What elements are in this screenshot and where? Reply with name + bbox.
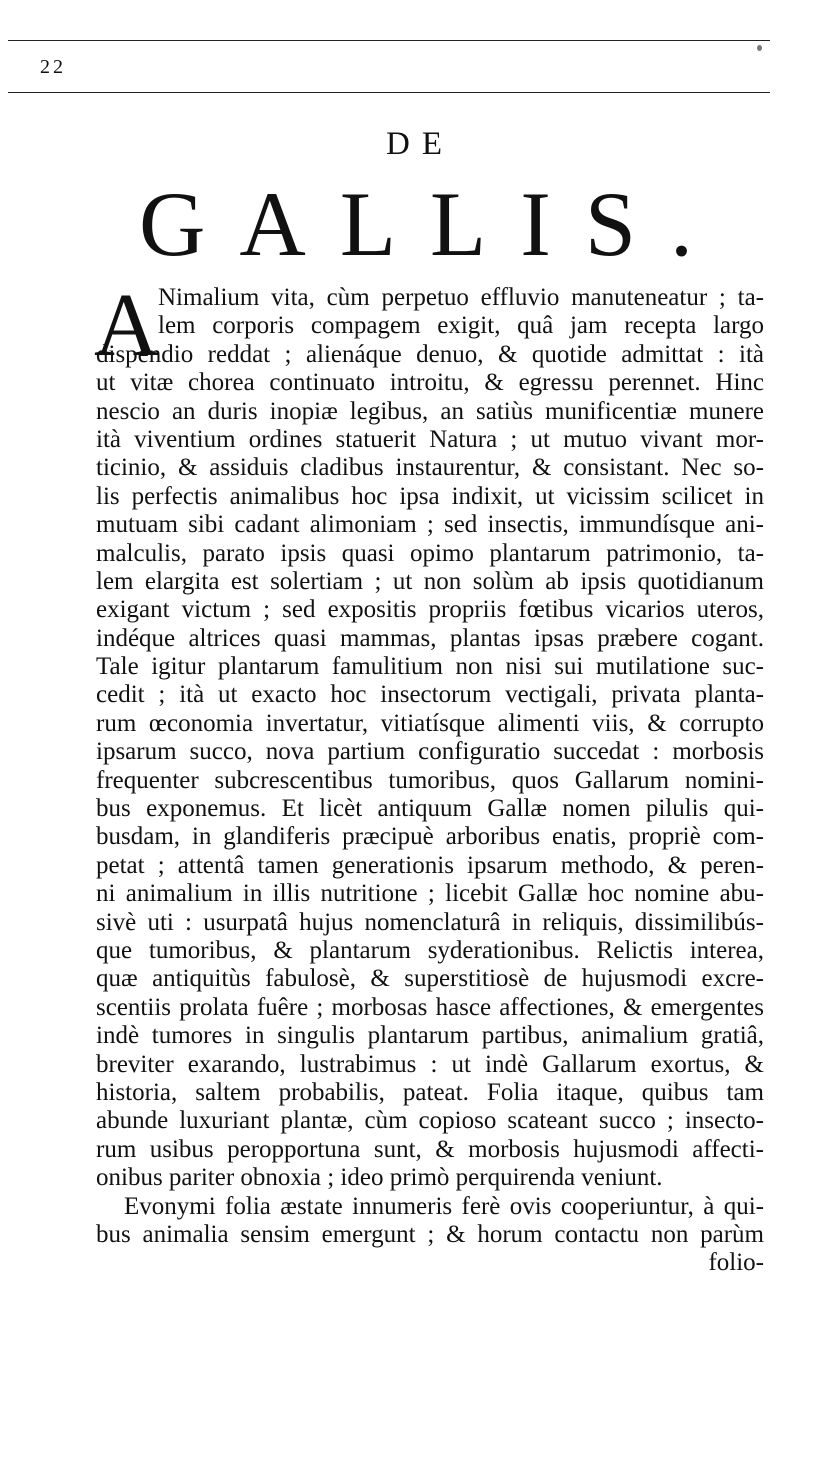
page-number: 22 <box>40 56 66 78</box>
text-line: petat ; attentâ tamen generationis ipsarum methodo, & peren- <box>96 851 764 879</box>
text-line: indéque altrices quasi mammas, plantas ipsas præbere cogant. <box>96 624 764 652</box>
text-line: lem corporis compagem exigit, quâ jam recepta largo <box>158 312 764 340</box>
title-preposition: DE <box>386 126 454 162</box>
text-line: historia, saltem probabilis, pateat. Folia itaque, quibus tam <box>96 1078 764 1106</box>
text-line: ticinio, & assiduis cladibus instaurentur, & consistant. Nec so- <box>96 454 764 482</box>
text-line: frequenter subcrescentibus tumoribus, quos Gallarum nomini- <box>96 766 764 794</box>
drop-cap: A <box>94 276 159 375</box>
text-line: onibus pariter obnoxia ; ideo primò perquirenda veniunt. <box>96 1164 663 1192</box>
text-line: bus animalia sensim emergunt ; & horum contactu non parùm <box>96 1220 764 1248</box>
text-line: lis perfectis animalibus hoc ipsa indixit, ut vicissim scilicet in <box>96 482 764 510</box>
text-line: quæ antiquitùs fabulosè, & superstitiosè de hujusmodi excre- <box>96 965 764 993</box>
text-line: bus exponemus. Et licèt antiquum Gallæ nomen pilulis qui- <box>96 795 764 823</box>
text-line: ipsarum succo, nova partium configuratio succedat : morbosis <box>96 738 764 766</box>
text-line: mutuam sibi cadant alimoniam ; sed insectis, immundísque ani- <box>96 511 764 539</box>
text-line: indè tumores in singulis plantarum partibus, animalium gratiâ, <box>96 1022 764 1050</box>
text-line: abunde luxuriant plantæ, cùm copioso scateant succo ; insecto- <box>96 1107 764 1135</box>
text-line: sivè uti : usurpatâ hujus nomenclaturâ in reliquis, dissimilibús- <box>96 908 764 936</box>
text-line: Tale igitur plantarum famulitium non nisi sui mutilatione suc- <box>96 653 764 681</box>
text-line: ut vitæ chorea continuato introitu, & egressu perennet. Hinc <box>96 369 764 397</box>
text-line: malculis, parato ipsis quasi opimo plantarum patrimonio, ta- <box>96 539 764 567</box>
text-line: dispendio reddat ; alienáque denuo, & quotide admittat : ità <box>96 340 764 368</box>
text-line: rum œconomia invertatur, vitiatísque alimenti viis, & corrupto <box>96 709 764 737</box>
text-line: ità viventium ordines statuerit Natura ; ut mutuo vivant mor- <box>96 425 764 453</box>
ink-speck <box>757 45 762 51</box>
header-rule-bottom <box>8 92 770 93</box>
text-line: Evonymi folia æstate innumeris ferè ovis cooperiuntur, à qui- <box>124 1192 764 1220</box>
chapter-title: GALLIS. <box>138 173 728 275</box>
text-line: rum usibus peropportuna sunt, & morbosis hujusmodi affecti- <box>96 1135 764 1163</box>
text-line: exigant victum ; sed expositis propriis fœtibus vicarios uteros, <box>96 596 764 624</box>
text-line: scentiis prolata fuêre ; morbosas hasce affectiones, & emergentes <box>96 993 764 1021</box>
header-rule-top <box>8 40 770 41</box>
text-line: ni animalium in illis nutritione ; licebit Gallæ hoc nomine abu- <box>96 880 764 908</box>
text-line: que tumoribus, & plantarum syderationibus. Relictis interea, <box>96 936 764 964</box>
text-line: Nimalium vita, cùm perpetuo effluvio manuteneatur ; ta- <box>158 284 764 311</box>
text-line: nescio an duris inopiæ legibus, an satiùs munificentiæ munere <box>96 397 764 425</box>
text-line: cedit ; ità ut exacto hoc insectorum vectigali, privata planta- <box>96 681 764 709</box>
catchword: folio- <box>708 1249 764 1277</box>
text-line: lem elargita est solertiam ; ut non solùm ab ipsis quotidianum <box>96 567 764 595</box>
text-line: breviter exarando, lustrabimus : ut indè Gallarum exortus, & <box>96 1050 764 1078</box>
body-text <box>94 276 764 1278</box>
text-line: busdam, in glandiferis præcipuè arboribus enatis, propriè com- <box>96 823 764 851</box>
